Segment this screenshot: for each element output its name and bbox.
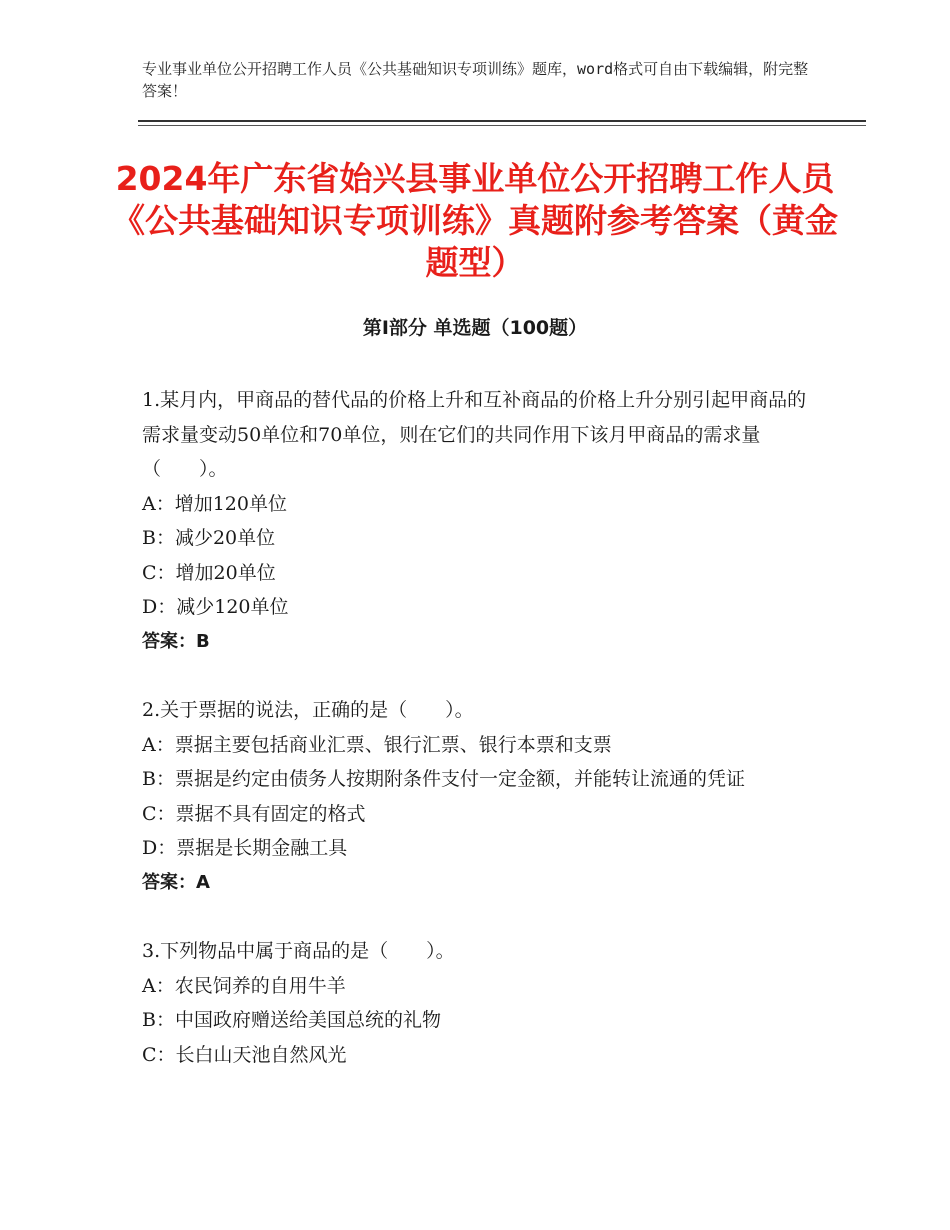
section-heading: 第Ⅰ部分 单选题（100题）: [362, 317, 588, 339]
question-stem: 1.某月内，甲商品的替代品的价格上升和互补商品的价格上升分别引起甲商品的需求量变动50单位和70单位，则在它们的共同作用下该月甲商品的需求量（ ）。: [142, 389, 807, 480]
option-c: C：票据不具有固定的格式: [142, 802, 366, 825]
option-c: C：增加20单位: [142, 561, 276, 584]
option-b: B：减少20单位: [142, 527, 276, 549]
option-a: A：票据主要包括商业汇票、银行汇票、银行本票和支票: [142, 733, 612, 756]
header-divider-thick: [138, 120, 866, 122]
option-d: D：减少120单位: [142, 596, 289, 618]
question-list: [142, 383, 812, 1106]
document-title: 2024年广东省始兴县事业单位公开招聘工作人员《公共基础知识专项训练》真题附参考答案（黄金题型）: [112, 159, 838, 282]
question-stem: 3.下列物品中属于商品的是（ ）。: [142, 940, 455, 962]
header-note: 专业事业单位公开招聘工作人员《公共基础知识专项训练》题库，word格式可自由下载编辑，附完整答案！: [142, 60, 809, 100]
option-d: D：票据是长期金融工具: [142, 837, 348, 859]
option-a: A：农民饲养的自用牛羊: [142, 974, 346, 997]
answer: 答案：A: [142, 871, 210, 893]
option-b: B：票据是约定由债务人按期附条件支付一定金额，并能转让流通的凭证: [142, 768, 745, 790]
option-c: C：长白山天池自然风光: [142, 1043, 347, 1066]
question-1: [142, 383, 812, 659]
header-divider-thin: [138, 125, 866, 126]
question-2: [142, 693, 812, 900]
option-a: A：增加120单位: [142, 492, 287, 515]
question-stem: 2.关于票据的说法，正确的是（ ）。: [142, 699, 474, 721]
question-3: [142, 934, 812, 1072]
answer: 答案：B: [142, 630, 210, 652]
option-b: B：中国政府赠送给美国总统的礼物: [142, 1009, 441, 1031]
